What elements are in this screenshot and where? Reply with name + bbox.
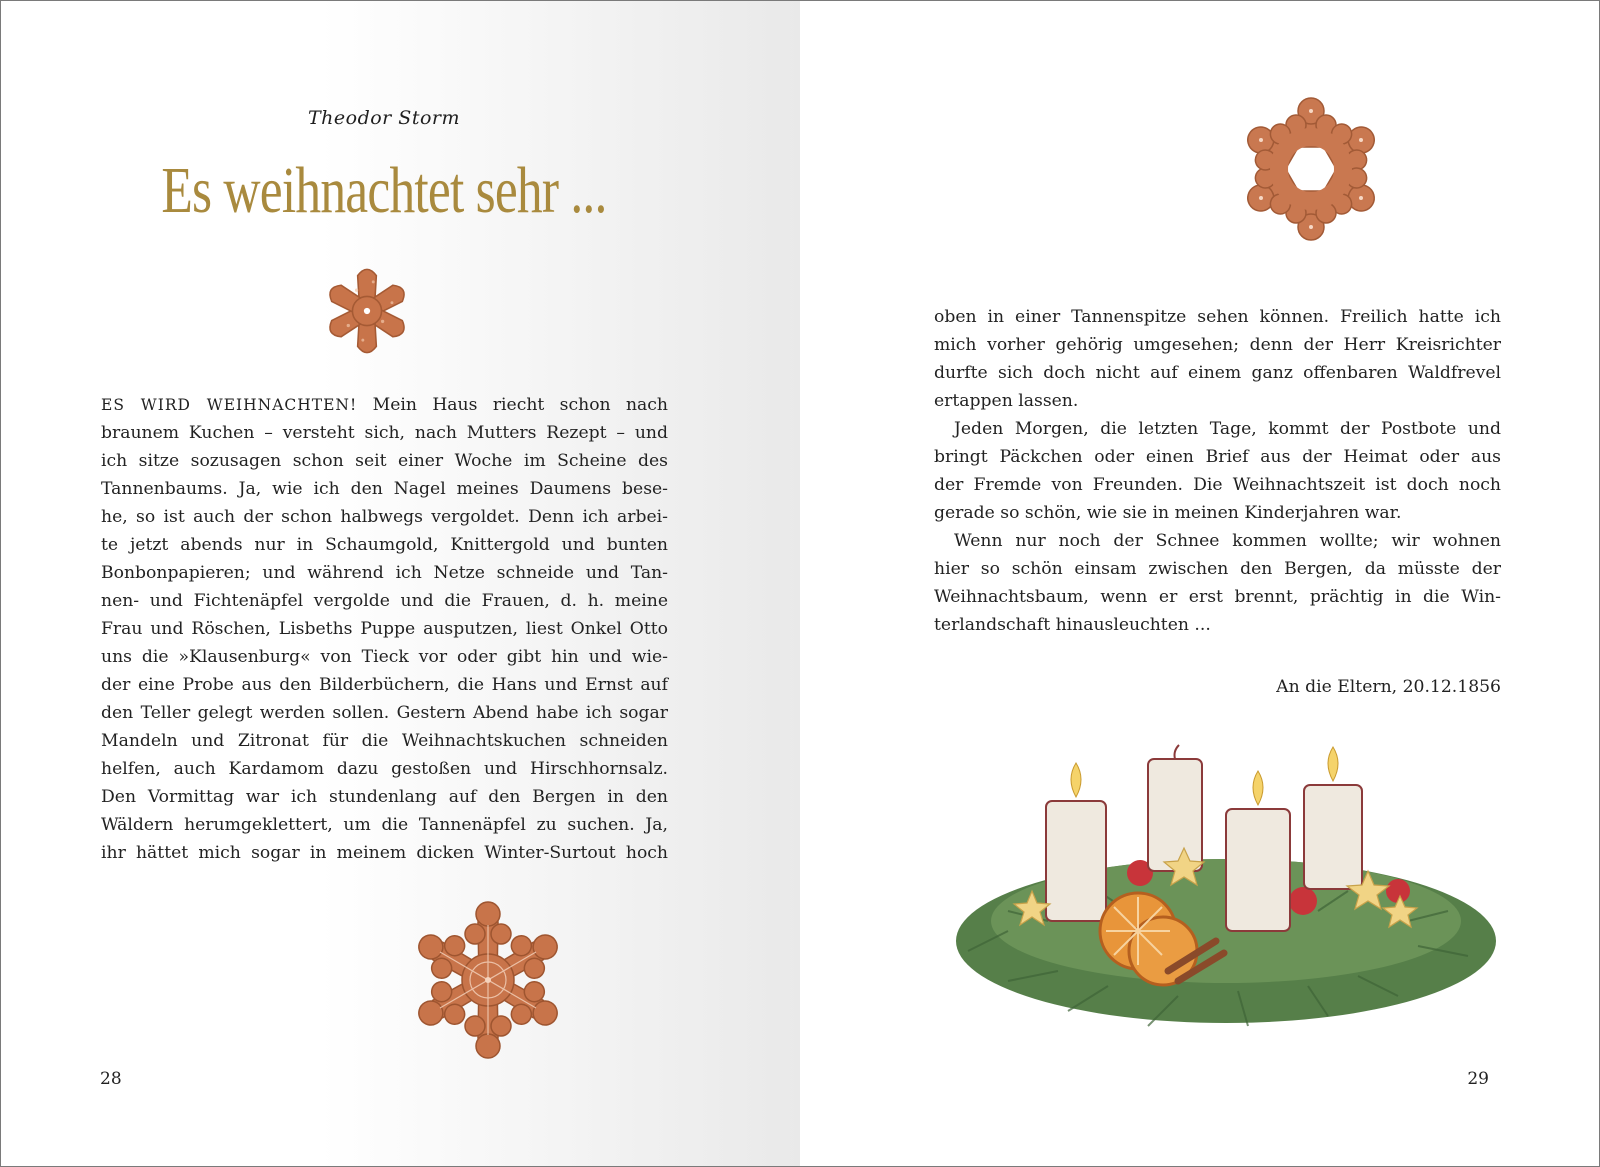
gingerbread-snowflake-large-icon: [403, 899, 573, 1061]
text-line: uns die »Klausenburg« von Tieck vor oder gibt hin und wie-: [101, 647, 668, 667]
text-line: gerade so schön, wie sie in meinen Kinderjahren war.: [934, 503, 1402, 523]
text-line: der eine Probe aus den Bilderbüchern, die Hans und Ernst auf: [101, 675, 668, 695]
text-line: ihr hättet mich sogar in meinem dicken Winter-Surtout hoch: [101, 843, 668, 863]
text-line: Tannenbaums. Ja, wie ich den Nagel meines Daumens bese-: [101, 479, 668, 499]
text-line: ertappen lassen.: [934, 391, 1079, 411]
left-page: [1, 1, 800, 1166]
gingerbread-snowflake-ring-icon: [1231, 93, 1391, 245]
text-line: nen- und Fichtenäpfel vergolde und die Frauen, d. h. meine: [101, 591, 668, 611]
text-line: oben in einer Tannenspitze sehen können. Freilich hatte ich: [934, 307, 1501, 327]
text-line: helfen, auch Kardamom dazu gestoßen und Hirschhornsalz.: [101, 759, 668, 779]
book-spread: [1, 1, 1599, 1166]
text-line: ES WIRD WEIHNACHTEN! Mein Haus riecht schon nach: [101, 395, 668, 415]
page-number-left: 28: [100, 1069, 122, 1089]
text-line: Weihnachtsbaum, wenn er erst brennt, prächtig in die Win-: [934, 587, 1501, 607]
left-body-text: [101, 391, 668, 867]
right-body-text: [934, 303, 1501, 639]
text-line: terlandschaft hinausleuchten ...: [934, 615, 1211, 635]
text-line: he, so ist auch der schon halbwegs vergoldet. Denn ich arbei-: [101, 507, 668, 527]
text-line: Wäldern herumgeklettert, um die Tannenäpfel zu suchen. Ja,: [101, 815, 668, 835]
gingerbread-snowflake-small-icon: [315, 263, 419, 359]
text-line: braunem Kuchen – versteht sich, nach Mutters Rezept – und: [101, 423, 668, 443]
text-line: Frau und Röschen, Lisbeths Puppe ausputzen, liest Onkel Otto: [101, 619, 668, 639]
advent-wreath-icon: [948, 741, 1504, 1041]
text-line: mich vorher gehörig umgesehen; denn der Herr Kreisrichter: [934, 335, 1501, 355]
text-line: der Fremde von Freunden. Die Weihnachtszeit ist doch noch: [934, 475, 1501, 495]
author-name: Theodor Storm: [307, 107, 460, 129]
text-line: Jeden Morgen, die letzten Tage, kommt der Postbote und: [954, 419, 1501, 439]
chapter-title: Es weihnachtet sehr ...: [161, 154, 607, 227]
text-line: bringt Päckchen oder einen Brief aus der Heimat oder aus: [934, 447, 1501, 467]
text-line: Bonbonpapieren; und während ich Netze schneide und Tan-: [101, 563, 668, 583]
text-line: Wenn nur noch der Schnee kommen wollte; wir wohnen: [954, 531, 1501, 551]
text-line: Den Vormittag war ich stundenlang auf den Bergen in den: [101, 787, 668, 807]
text-line: den Teller gelegt werden sollen. Gestern Abend habe ich sogar: [101, 703, 668, 723]
opening-smallcaps: ES WIRD WEIHNACHTEN!: [101, 396, 358, 414]
text-line: ich sitze sozusagen schon seit einer Woche im Scheine des: [101, 451, 668, 471]
right-page: [800, 1, 1599, 1166]
text-line: te jetzt abends nur in Schaumgold, Knittergold und bunten: [101, 535, 668, 555]
letter-signoff: An die Eltern, 20.12.1856: [1276, 677, 1501, 697]
text-line: Mandeln und Zitronat für die Weihnachtskuchen schneiden: [101, 731, 668, 751]
text-line: hier so schön einsam zwischen den Bergen, da müsste der: [934, 559, 1501, 579]
page-number-right: 29: [1467, 1069, 1489, 1089]
text-line: durfte sich doch nicht auf einem ganz offenbaren Waldfrevel: [934, 363, 1501, 383]
